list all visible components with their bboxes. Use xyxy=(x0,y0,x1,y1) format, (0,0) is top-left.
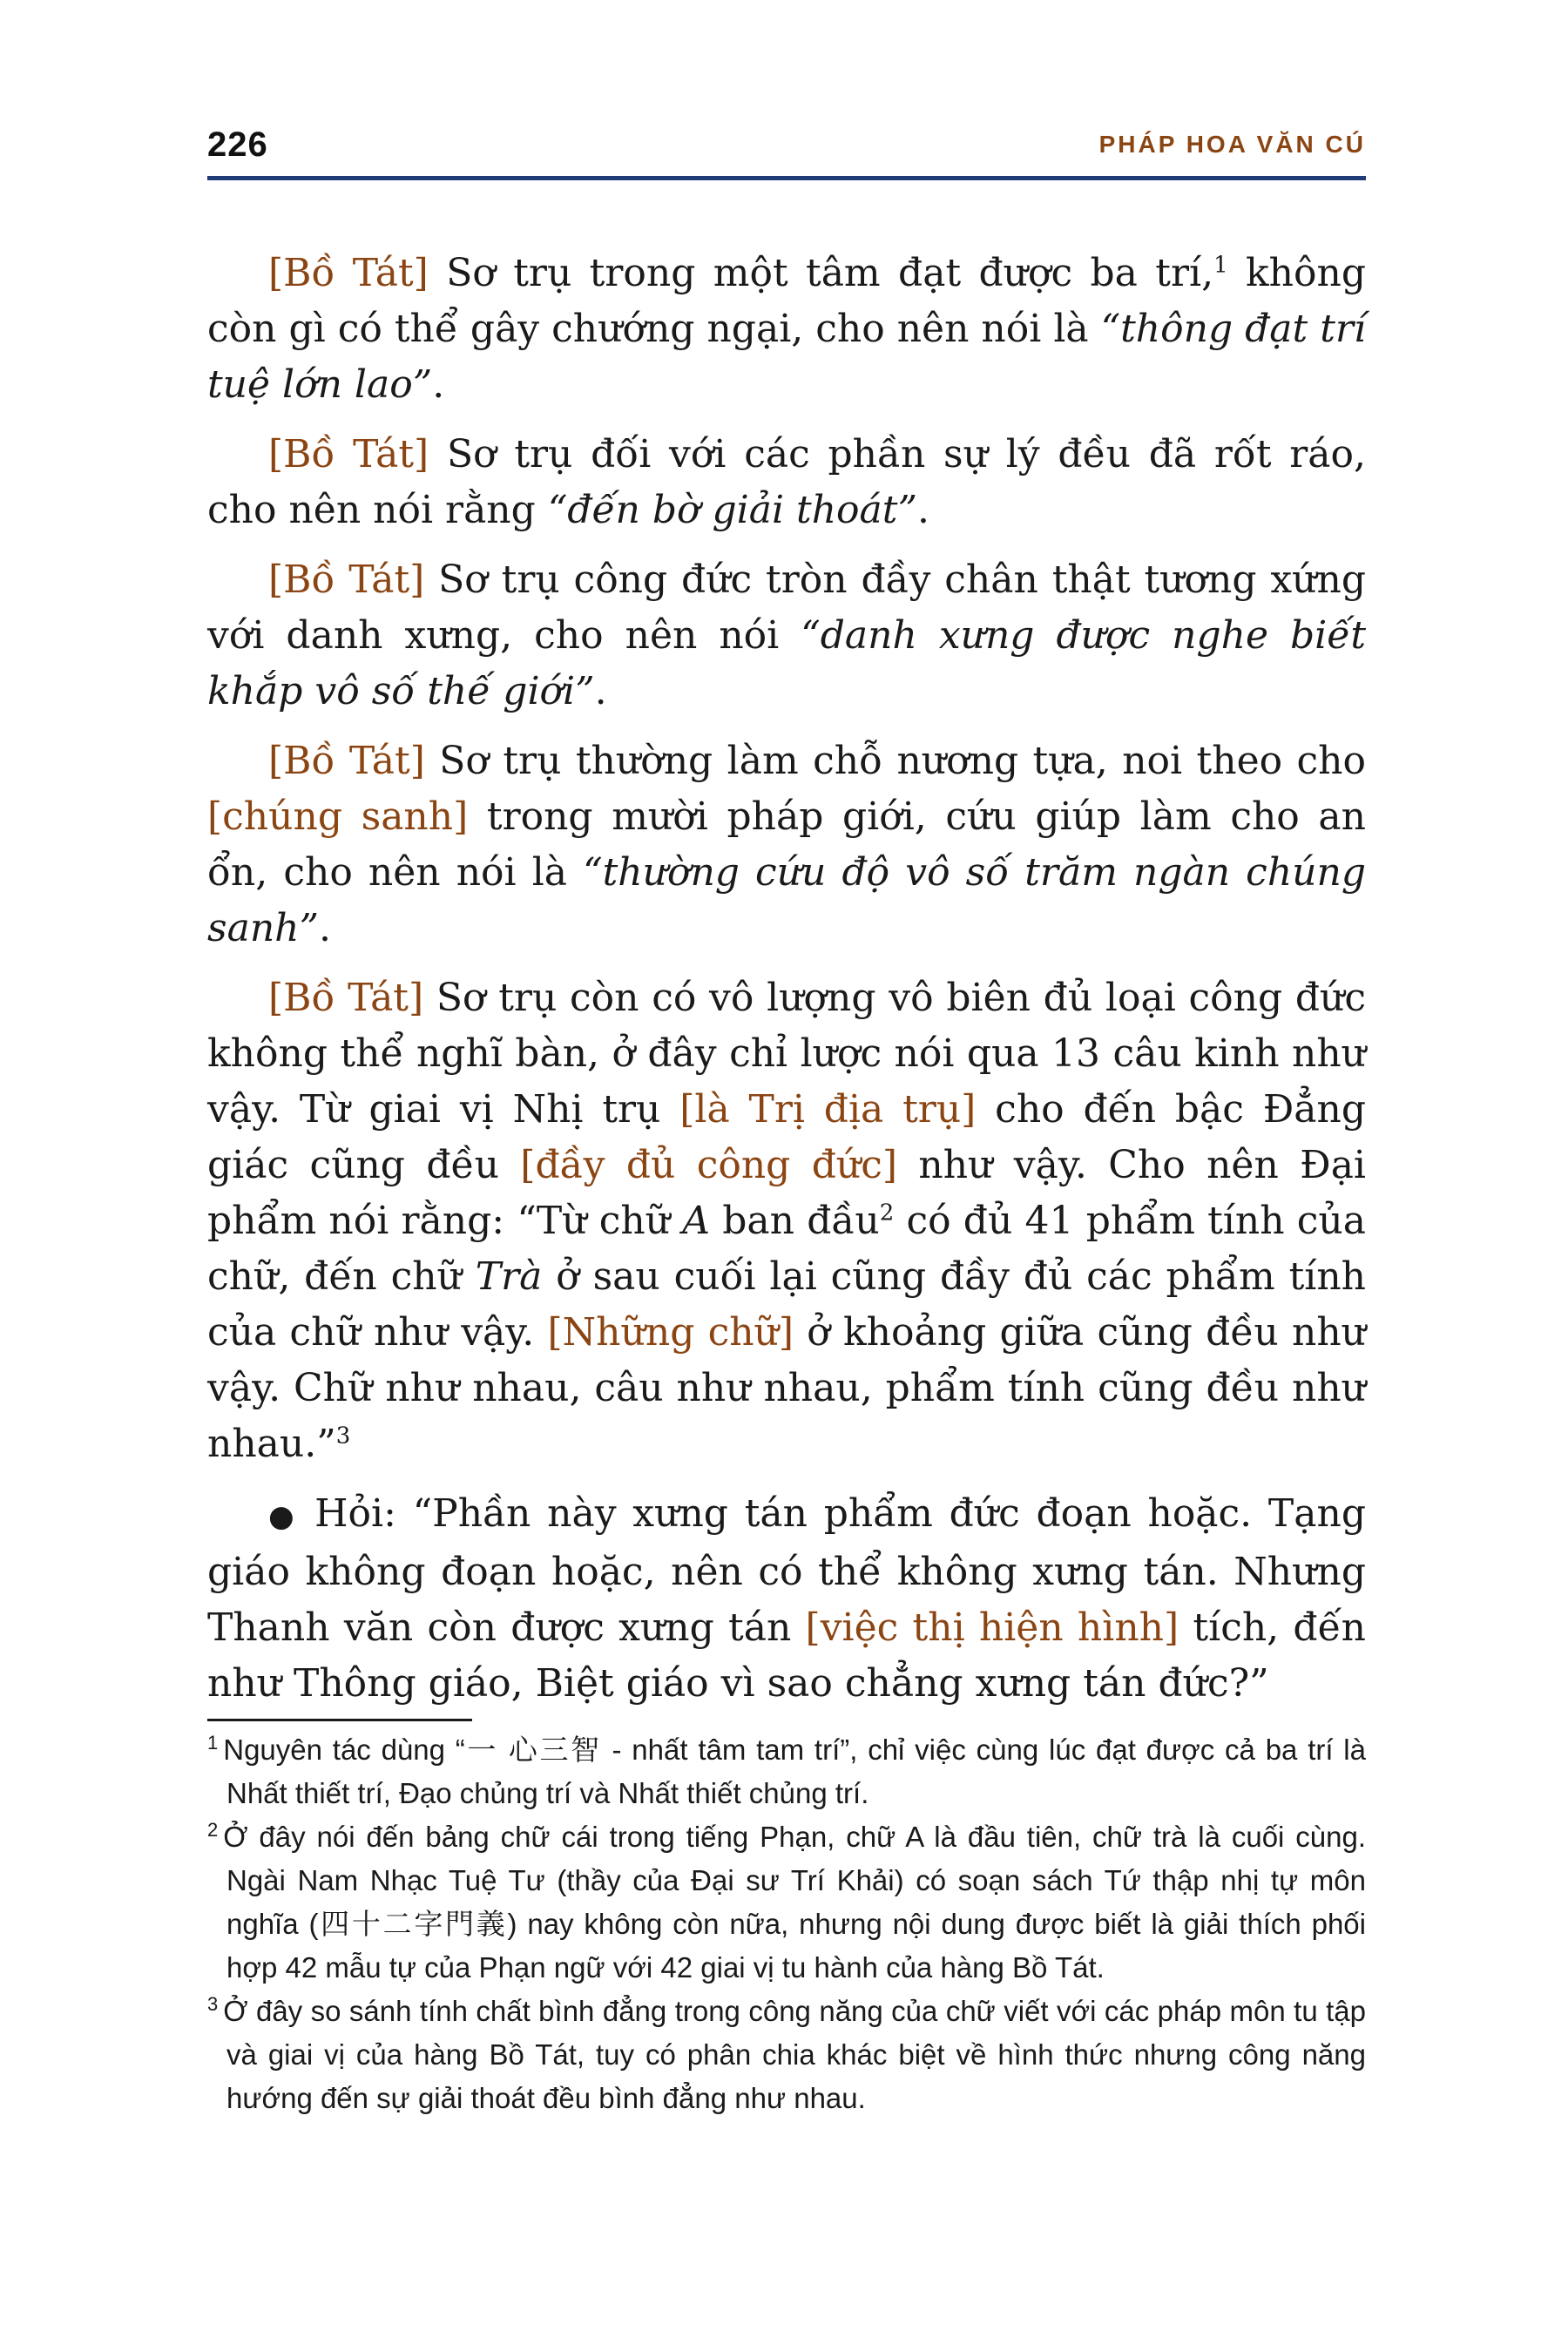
text-run: Sơ trụ trong một tâm đạt được ba trí, xyxy=(428,251,1214,295)
main-text xyxy=(207,246,1366,1726)
text-run: ban đầu xyxy=(710,1199,880,1243)
footnote-rule xyxy=(207,1719,472,1721)
bracket-insert: [Bồ Tát] xyxy=(268,251,429,295)
running-title: PHÁP HOA VĂN CÚ xyxy=(1098,131,1366,158)
sutra-quote: “thông đạt trí tuệ lớn lao” xyxy=(207,307,1366,407)
page-number: 226 xyxy=(207,125,268,164)
footnote-ref: 3 xyxy=(335,1423,351,1450)
footnote-number: 2 xyxy=(207,1819,219,1841)
bracket-insert: [là Trị địa trụ] xyxy=(679,1087,977,1132)
paragraph xyxy=(207,733,1366,956)
text-run: có đủ 41 phẩm tính của chữ, đến chữ xyxy=(207,1199,1366,1299)
footnote-text: Nguyên tác dùng “一 心三智 - nhất tâm tam trí”, chỉ việc cùng lúc đạt được cả ba trí là Nhất thiết trí, Đạo chủng trí và Nhất thiết chủng trí. xyxy=(223,1734,1366,1809)
text-run: tích, đến như Thông giáo, Biệt giáo vì sao chẳng xưng tán đức?” xyxy=(207,1605,1366,1706)
text-run: ở sau cuối lại cũng đầy đủ các phẩm tính của chữ như vậy. xyxy=(207,1254,1367,1355)
bracket-insert: [Bồ Tát] xyxy=(268,739,425,783)
footnote xyxy=(207,1728,1366,1815)
footnote-ref: 2 xyxy=(879,1200,895,1227)
paragraph xyxy=(207,1486,1366,1712)
footnote-number: 3 xyxy=(207,1993,219,2015)
sutra-quote: “danh xưng được nghe biết khắp vô số thế giới” xyxy=(207,613,1366,713)
text-run: . xyxy=(432,362,445,407)
text-run: như vậy. Cho nên Đại phẩm nói rằng: “Từ chữ xyxy=(207,1143,1366,1243)
footnote-ref: 1 xyxy=(1213,252,1228,279)
text-run: Sơ trụ còn có vô lượng vô biên đủ loại công đức không thể nghĩ bàn, ở đây chỉ lược nói qua 13 câu kinh như vậy. Từ giai vị Nhị trụ xyxy=(207,976,1366,1132)
text-run: trong mười pháp giới, cứu giúp làm cho an ổn, cho nên nói là xyxy=(207,794,1366,895)
footnote xyxy=(207,1815,1366,1990)
bracket-insert: [Bồ Tát] xyxy=(268,976,424,1020)
text-run: . xyxy=(318,906,331,950)
text-run: Hỏi: “Phần này xưng tán phẩm đức đoạn hoặc. Tạng giáo không đoạn hoặc, nên có thể không xưng tán. Nhưng Thanh văn còn được xưng tán xyxy=(207,1491,1366,1650)
text-run: không còn gì có thể gây chướng ngại, cho nên nói là xyxy=(207,251,1367,351)
bracket-insert: [đầy đủ công đức] xyxy=(520,1143,898,1187)
text-run: . xyxy=(594,669,607,713)
letter-name: A xyxy=(682,1199,711,1243)
paragraph xyxy=(207,246,1366,413)
footnote-text: Ở đây so sánh tính chất bình đẳng trong công năng của chữ viết với các pháp môn tu tập và giai vị của hàng Bồ Tát, tuy có phân chia khác biệt về hình thức nhưng công năng hướng đến sự giải thoát đều bình đẳng như nhau. xyxy=(223,1995,1366,2114)
page-header xyxy=(207,122,1366,185)
footnote xyxy=(207,1990,1366,2120)
bracket-insert: [chúng sanh] xyxy=(207,794,469,839)
text-run: cho đến bậc Đẳng giác cũng đều xyxy=(207,1087,1367,1187)
text-run: . xyxy=(916,488,929,532)
paragraph xyxy=(207,552,1366,720)
footnote-number: 1 xyxy=(207,1732,219,1754)
bracket-insert: [Những chữ] xyxy=(547,1310,794,1355)
paragraph xyxy=(207,427,1366,538)
sutra-quote: “thường cứu độ vô số trăm ngàn chúng sanh” xyxy=(207,850,1366,950)
bullet-icon: ● xyxy=(268,1499,299,1534)
paragraph xyxy=(207,970,1366,1472)
letter-name: Trà xyxy=(475,1254,543,1299)
sutra-quote: “đến bờ giải thoát” xyxy=(547,488,917,532)
bracket-insert: [Bồ Tát] xyxy=(268,558,425,602)
header-rule xyxy=(207,176,1366,180)
text-run: ở khoảng giữa cũng đều như vậy. Chữ như nhau, câu như nhau, phẩm tính cũng đều như nhau.” xyxy=(207,1310,1366,1466)
text-run: Sơ trụ công đức tròn đầy chân thật tương xứng với danh xưng, cho nên nói xyxy=(207,558,1367,658)
footnote-text: Ở đây nói đến bảng chữ cái trong tiếng Phạn, chữ A là đầu tiên, chữ trà là cuối cùng. Ngài Nam Nhạc Tuệ Tư (thầy của Đại sư Trí Khải) có soạn sách Tứ thập nhị tự môn nghĩa (四十二字門義) nay không còn nữa, nhưng nội dung được biết là giải thích phối hợp 42 mẫu tự của Phạn ngữ với 42 giai vị tu hành của hàng Bồ Tát. xyxy=(223,1821,1366,1984)
text-run: Sơ trụ thường làm chỗ nương tựa, noi theo cho xyxy=(424,739,1367,783)
text-run: Sơ trụ đối với các phần sự lý đều đã rốt ráo, cho nên nói rằng xyxy=(207,432,1366,532)
bracket-insert: [Bồ Tát] xyxy=(268,432,429,476)
footnotes xyxy=(207,1728,1366,2120)
bracket-insert: [việc thị hiện hình] xyxy=(805,1605,1179,1650)
